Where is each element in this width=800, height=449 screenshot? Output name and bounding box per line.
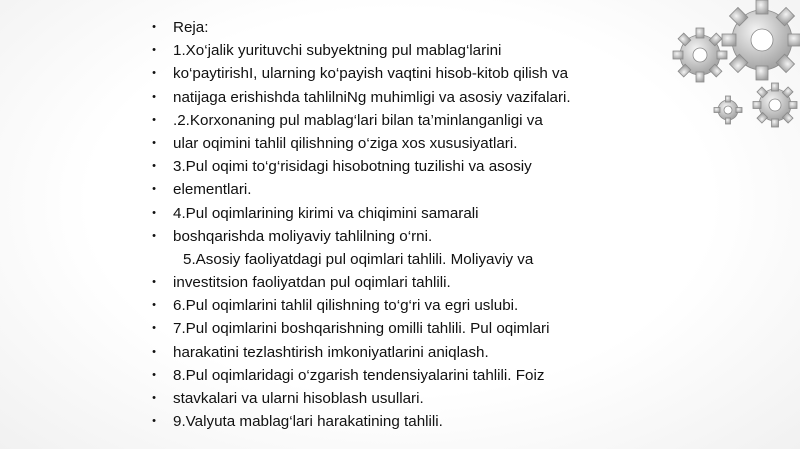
list-item xyxy=(148,86,571,109)
bullet-icon: • xyxy=(152,113,156,126)
list-item xyxy=(148,178,571,201)
bullet-icon: • xyxy=(152,392,156,404)
bullet-icon: • xyxy=(152,183,156,196)
list-item-text: 4.Pul oqimlarining kirimi va chiqimini samarali xyxy=(173,204,479,222)
list-item xyxy=(148,109,571,132)
list-item xyxy=(148,387,571,410)
list-item-text: Reja: xyxy=(173,19,209,36)
bullet-icon: • xyxy=(152,299,156,312)
list-item-text: boshqarishda moliyaviy tahlilning o‘rni. xyxy=(173,227,433,245)
list-item-text: 1.Xo‘jalik yurituvchi subyektning pul mablag‘larini xyxy=(173,42,502,60)
bullet-icon: • xyxy=(152,44,156,57)
bullet-icon: • xyxy=(152,345,156,358)
list-item-text: 7.Pul oqimlarini boshqarishning omilli tahlili. Pul oqimlari xyxy=(173,320,550,338)
list-item-text: 3.Pul oqimi to‘g‘risidagi hisobotning tuzilishi va asosiy xyxy=(173,158,532,176)
bullet-icon: • xyxy=(152,415,156,428)
list-item xyxy=(148,341,571,364)
plan-list xyxy=(148,16,571,433)
bullet-icon: • xyxy=(152,160,156,173)
list-item-text: natijaga erishishda tahlilniNg muhimligi va asosiy vazifalari. xyxy=(173,88,571,106)
bullet-icon: • xyxy=(152,21,156,33)
list-item xyxy=(148,364,571,387)
list-item-text: 9.Valyuta mablag‘lari harakatining tahlili. xyxy=(173,413,443,431)
list-item xyxy=(148,132,571,155)
bullet-icon: • xyxy=(152,136,156,149)
list-item-text: elementlari. xyxy=(173,181,252,199)
bullet-icon: • xyxy=(152,90,156,103)
list-item-text: 5.Asosiy faoliyatdagi pul oqimlari tahlili. Moliyaviy va xyxy=(183,250,534,268)
bullet-icon: • xyxy=(152,206,156,219)
list-item-text: ko‘paytirishI, ularning ko‘payish vaqtini hisob-kitob qilish va xyxy=(173,65,569,83)
list-item xyxy=(148,202,571,225)
list-item xyxy=(148,317,571,340)
list-item-text: ular oqimini tahlil qilishning o‘ziga xos xususiyatlari. xyxy=(173,134,518,152)
list-item xyxy=(148,62,571,85)
list-item xyxy=(148,294,571,317)
list-item xyxy=(148,248,571,271)
list-item xyxy=(148,39,571,62)
list-item xyxy=(148,271,571,294)
list-item-text: .2.Korxonaning pul mablag‘lari bilan ta’minlanganligi va xyxy=(173,111,543,129)
list-item-text: 6.Pul oqimlarini tahlil qilishning to‘g‘ri va egri uslubi. xyxy=(173,297,519,315)
bullet-icon: • xyxy=(152,67,156,80)
gears-icon xyxy=(650,0,800,140)
bullet-icon: • xyxy=(152,368,156,381)
list-item xyxy=(148,225,571,248)
bullet-icon: • xyxy=(152,276,156,289)
list-item xyxy=(148,155,571,178)
list-item-text: 8.Pul oqimlaridagi o‘zgarish tendensiyalarini tahlili. Foiz xyxy=(173,366,545,384)
bullet-icon: • xyxy=(152,322,156,335)
bullet-icon: • xyxy=(152,229,156,242)
list-item xyxy=(148,410,571,433)
list-item xyxy=(148,16,571,39)
list-item-text: stavkalari va ularni hisoblash usullari. xyxy=(173,390,424,407)
list-item-text: investitsion faoliyatdan pul oqimlari tahlili. xyxy=(173,274,451,292)
list-item-text: harakatini tezlashtirish imkoniyatlarini aniqlash. xyxy=(173,343,489,361)
